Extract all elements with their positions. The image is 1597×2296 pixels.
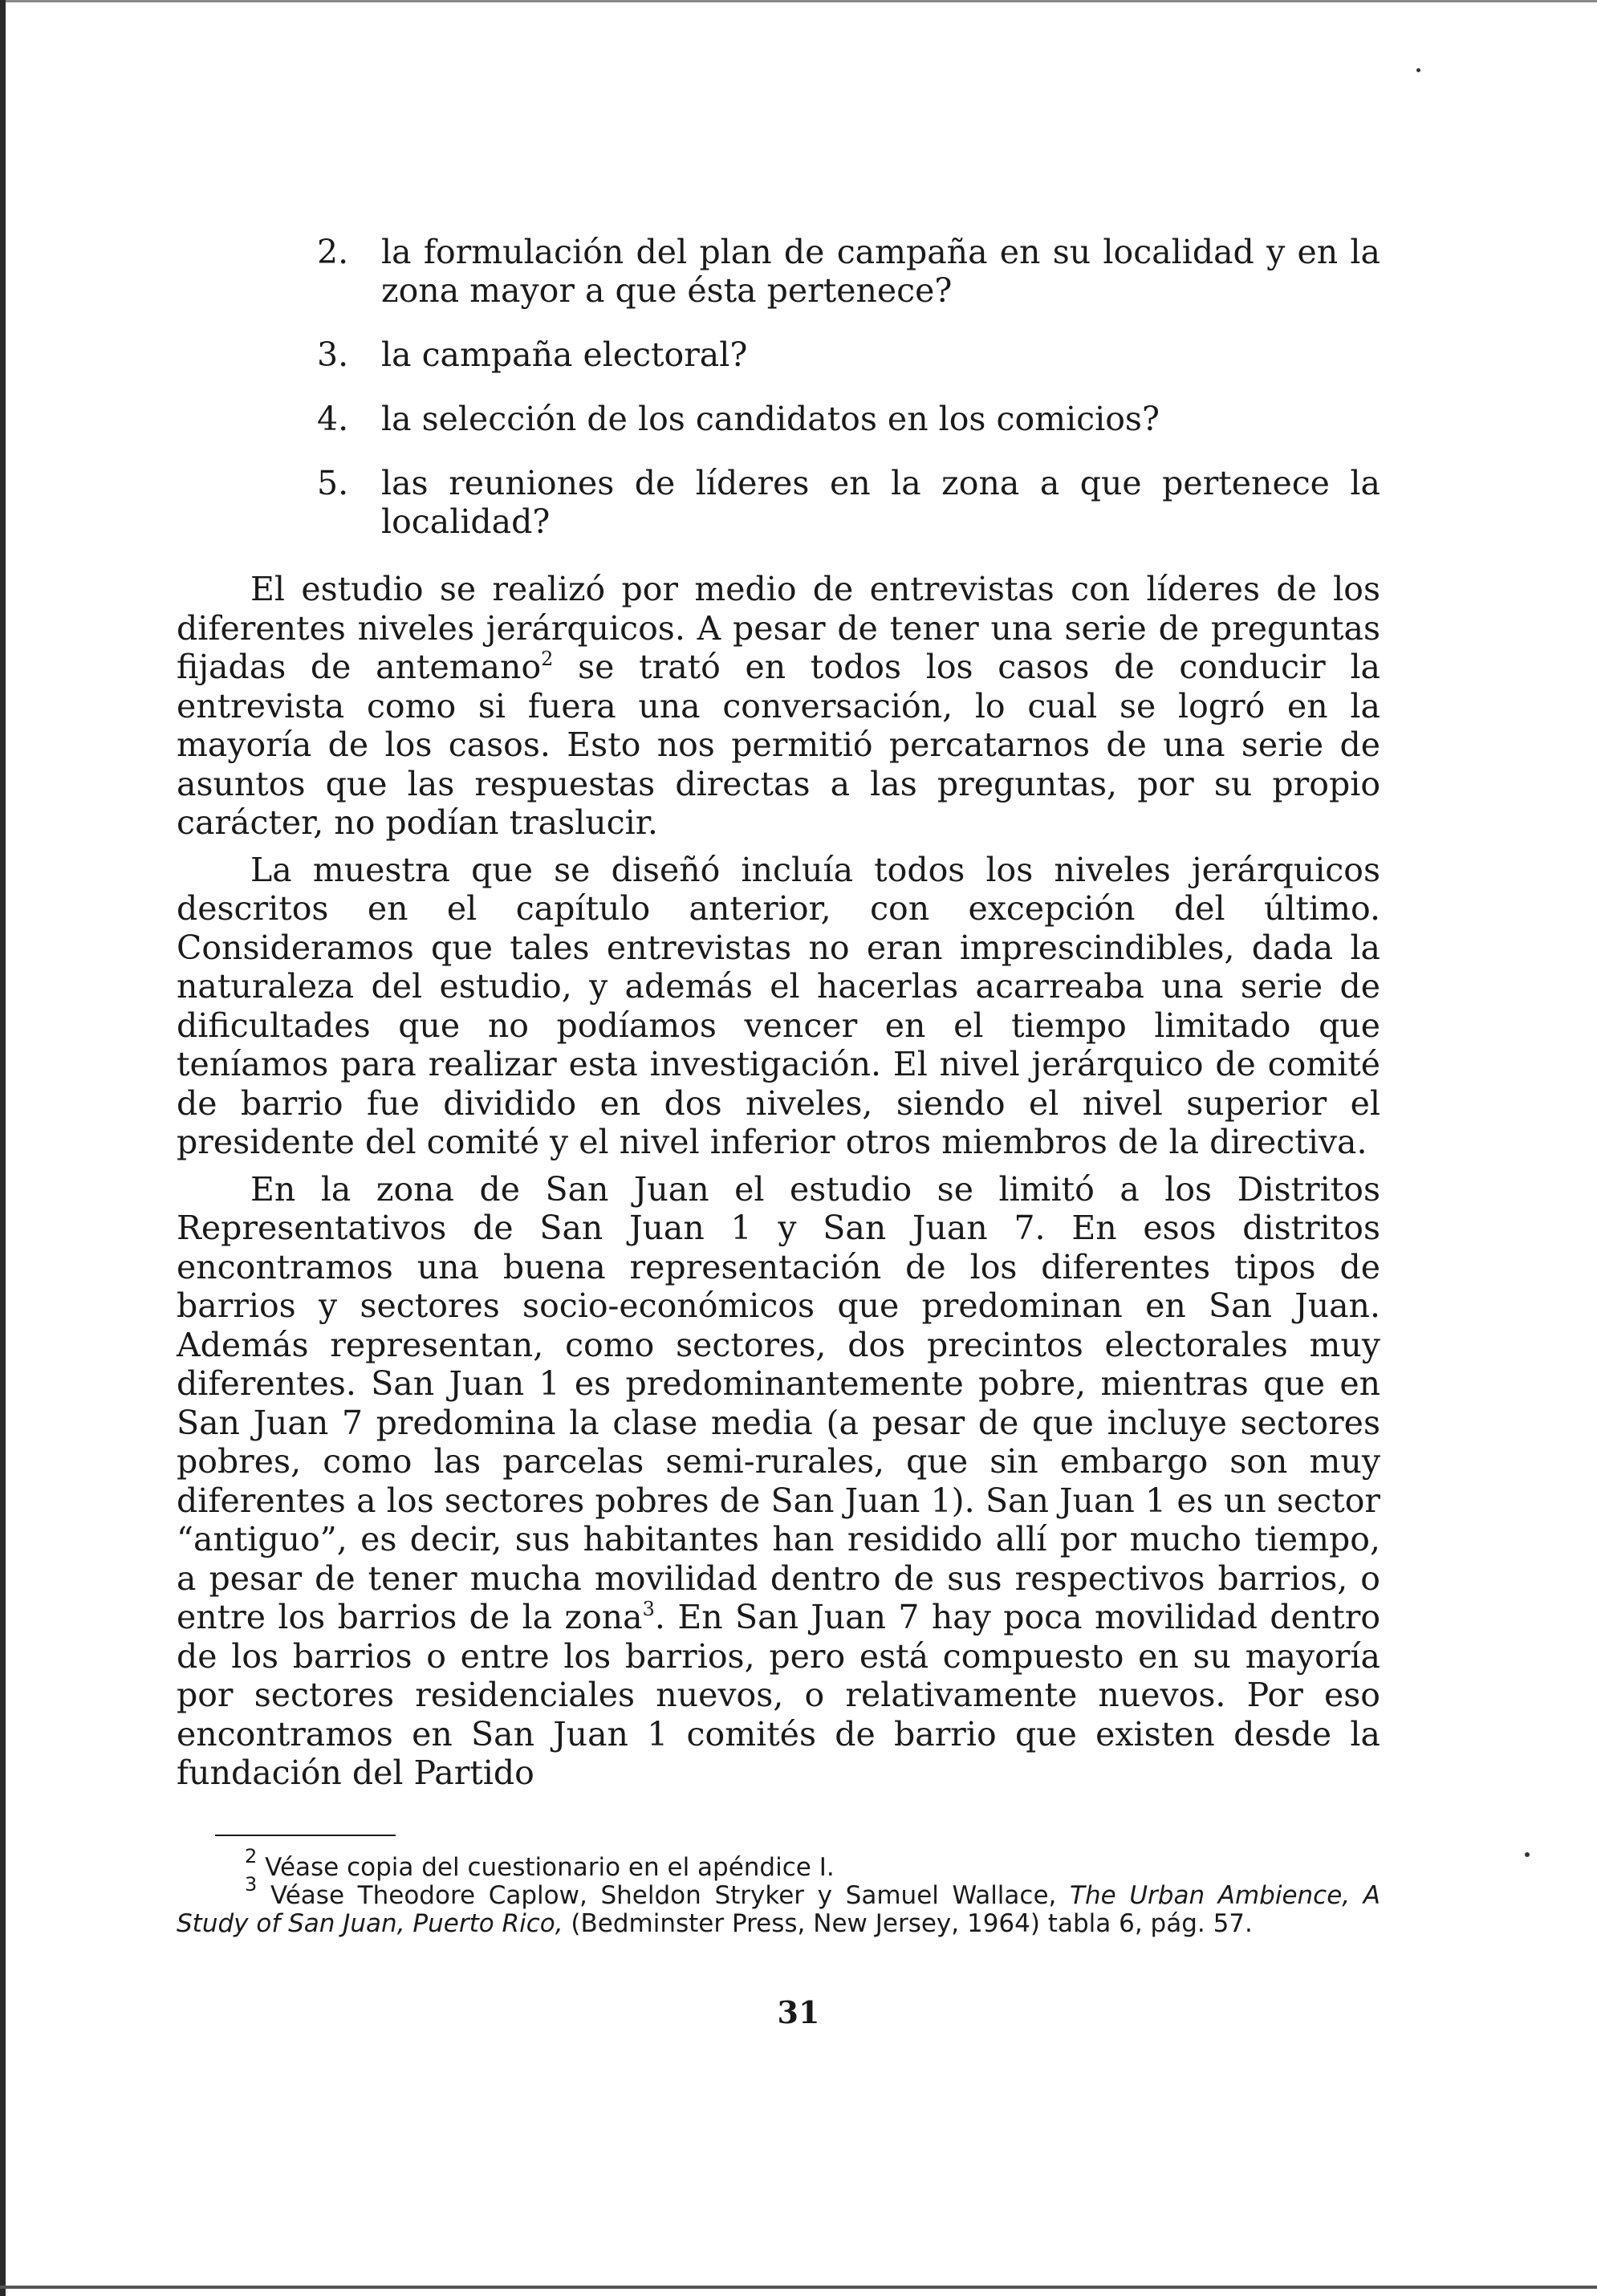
list-item [177,233,1380,310]
list-item-text: la campaña electoral? [381,335,748,374]
footnote-number: 2 [245,1844,258,1867]
page-body [177,233,1380,1938]
paragraph-text: La muestra que se diseñó incluía todos los niveles jerárquicos descritos en el capítulo anterior, con excepción del último. Consideramos que tales entrevistas no eran imprescindibles, dada la naturaleza del estudio, y además el hacerlas acarreaba una serie de dificultades que no podíamos vencer en el tiempo limitado que teníamos para realizar esta investigación. El nivel jerárquico de comité de barrio fue dividido en dos niveles, siendo el nivel superior el presidente del comité y el nivel inferior otros miembros de la directiva. [177,850,1380,1161]
footnote-number: 3 [245,1872,258,1896]
footnote-text: Véase copia del cuestionario en el apéndice I. [265,1852,835,1882]
paragraph-text: En la zona de San Juan el estudio se limitó a los Distritos Representativos de San Juan 1 y San Juan 7. En esos distritos encontramos una buena representación de los diferentes tipos de barrios y sectores socio-económicos que predominan en San Juan. Además representan, como sectores, dos precintos electorales muy diferentes. San Juan 1 es predominantemente pobre, mientras que en San Juan 7 predomina la clase media (a pesar de que incluye sectores pobres, como las parcelas semi-rurales, que sin embargo son muy diferentes a los sectores pobres de San Juan 1). San Juan 1 es un sector “antiguo”, es decir, sus habitantes han residido allí por mucho tiempo, a pesar de tener mucha movilidad dentro de sus respectivos barrios, o entre los barrios de la zona [177,1169,1380,1636]
list-item-number: 3. [317,335,349,374]
page-number: 31 [777,1994,820,2030]
paragraph-sample-design [177,851,1380,1162]
paragraph-study-method [177,570,1380,843]
list-item-text: la formulación del plan de campaña en su localidad y en la zona mayor a que ésta pertenece? [381,233,1380,310]
list-item-text: las reuniones de líderes en la zona a que pertenece la localidad? [381,464,1380,541]
question-list [177,233,1380,541]
footnote-text: Véase Theodore Caplow, Sheldon Stryker y Samuel Wallace, [270,1880,1071,1910]
list-item-number: 4. [317,400,349,438]
footnotes [177,1844,1380,1938]
list-item [177,400,1380,438]
scan-speck [1525,1852,1530,1857]
footnote-3 [177,1872,1380,1938]
paragraph-text: El estudio se realizó por medio de entrevistas con líderes de los diferentes niveles jerárquicos. A pesar de tener una serie de preguntas fijadas de antemano [177,570,1380,686]
list-item-text: la selección de los candidatos en los comicios? [381,400,1160,438]
list-item [177,464,1380,541]
cited-work-title: The Urban Ambience, A Study of San Juan, Puerto Rico, [177,1880,1380,1938]
paragraph-san-juan-zone [177,1170,1380,1793]
footnote-divider [215,1835,396,1836]
footnote-text: (Bedminster Press, New Jersey, 1964) tabla 6, pág. 57. [563,1908,1253,1938]
footnote-reference: 3 [642,1598,655,1620]
paragraph-text: . En San Juan 7 hay poca movilidad dentro de los barrios o entre los barrios, pero está compuesto en su mayoría por sectores residenciales nuevos, o relativamente nuevos. Por eso encontramos en San Juan 1 comités de barrio que existen desde la fundación del Partido [177,1598,1380,1792]
scan-speck [1416,68,1420,72]
scan-left-edge [0,0,6,2296]
scan-top-edge [0,0,1597,2]
list-item-number: 2. [317,233,349,271]
footnote-2 [177,1844,1380,1882]
list-item [177,335,1380,374]
paragraph-text: se trató en todos los casos de conducir la entrevista como si fuera una conversación, lo cual se logró en la mayoría de los casos. Esto nos permitió percatarnos de una serie de asuntos que las respuestas directas a las preguntas, por su propio carácter, no podían traslucir. [177,648,1381,842]
list-item-number: 5. [317,464,349,502]
footnote-reference: 2 [541,648,554,670]
scan-bottom-edge [0,2286,1597,2289]
